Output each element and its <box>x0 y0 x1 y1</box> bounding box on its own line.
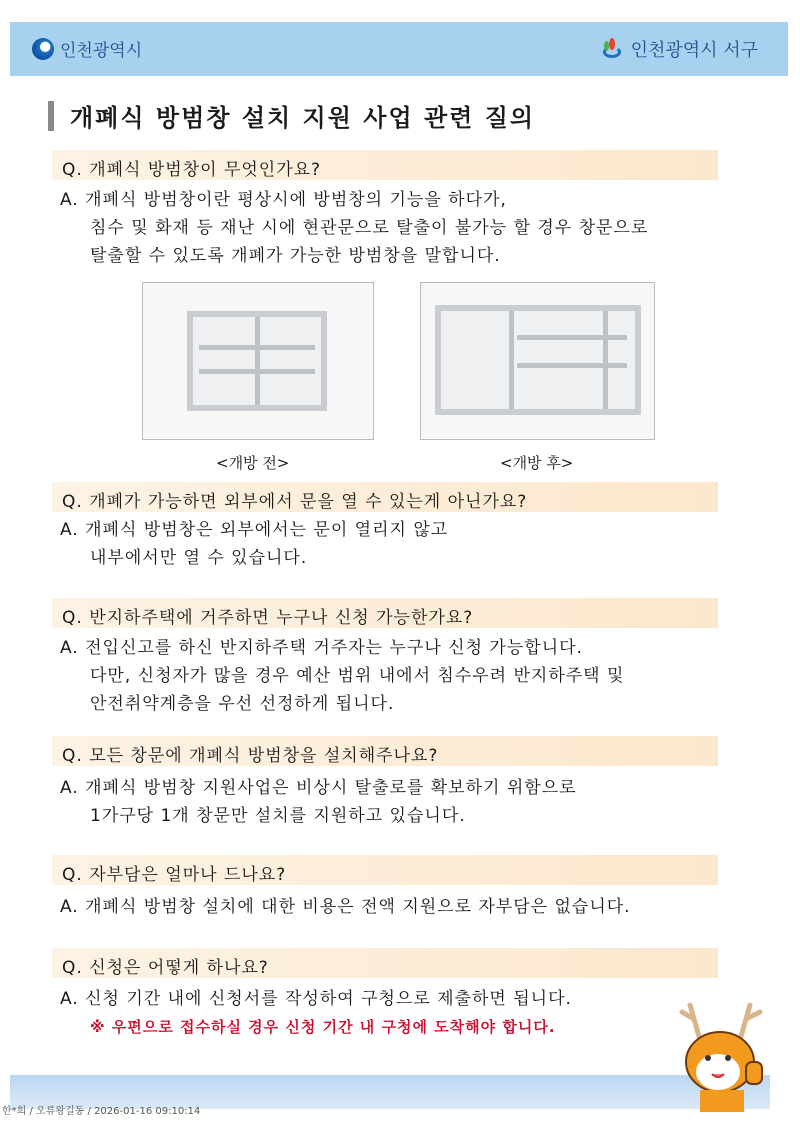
answer-line: A. 개폐식 방범창이란 평상시에 방범창의 기능을 하다가, <box>60 190 507 210</box>
title-marker <box>48 101 54 131</box>
incheon-logo <box>32 36 142 61</box>
answer-line: A. 신청 기간 내에 신청서를 작성하여 구청으로 제출하면 됩니다. <box>60 989 572 1009</box>
window-before-image <box>142 282 374 440</box>
answer-line: 내부에서만 열 수 있습니다. <box>90 548 308 568</box>
answer-1 <box>60 186 648 270</box>
incheon-emblem-icon <box>32 38 54 60</box>
answer-4 <box>60 774 577 830</box>
page-title <box>48 98 535 133</box>
answer-line: A. 개폐식 방범창 지원사업은 비상시 탈출로를 확보하기 위함으로 <box>60 778 577 798</box>
question-5: Q. 자부담은 얼마나 드나요? <box>52 855 718 885</box>
answer-line: A. 전입신고를 하신 반지하주택 거주자는 누구나 신청 가능합니다. <box>60 638 583 658</box>
answer-5 <box>60 893 631 921</box>
answer-line: 안전취약계층을 우선 선정하게 됩니다. <box>90 694 395 714</box>
print-stamp: 한*희 / 오류왕길동 / 2026-01-16 09:10:14 <box>2 1106 201 1117</box>
answer-line: A. 개폐식 방범창은 외부에서는 문이 열리지 않고 <box>60 520 449 540</box>
seogu-logo-text: 인천광역시 서구 <box>630 40 758 61</box>
answer-6 <box>60 985 572 1041</box>
answer-2 <box>60 516 448 572</box>
question-4: Q. 모든 창문에 개폐식 방범창을 설치해주나요? <box>52 736 718 766</box>
answer-line: A. 개폐식 방범창 설치에 대한 비용은 전액 지원으로 자부담은 없습니다. <box>60 897 631 917</box>
question-2: Q. 개폐가 가능하면 외부에서 문을 열 수 있는게 아닌가요? <box>52 482 718 512</box>
mail-notice: ※ 우편으로 접수하실 경우 신청 기간 내 구청에 도착해야 합니다. <box>90 1018 556 1036</box>
question-1: Q. 개폐식 방범창이 무엇인가요? <box>52 150 718 180</box>
page-title-text: 개폐식 방범창 설치 지원 사업 관련 질의 <box>70 104 536 132</box>
before-caption: <개방 전> <box>216 454 290 472</box>
answer-line: 1가구당 1개 창문만 설치를 지원하고 있습니다. <box>90 806 466 826</box>
after-caption: <개방 후> <box>500 454 574 472</box>
seogu-logo <box>601 36 758 62</box>
seogu-emblem-icon <box>601 38 625 60</box>
answer-3 <box>60 634 624 718</box>
question-6: Q. 신청은 어떻게 하나요? <box>52 948 718 978</box>
incheon-logo-text: 인천광역시 <box>60 41 143 61</box>
question-3: Q. 반지하주택에 거주하면 누구나 신청 가능한가요? <box>52 598 718 628</box>
window-after-image <box>420 282 655 440</box>
answer-line: 침수 및 화재 등 재난 시에 현관문으로 탈출이 불가능 할 경우 창문으로 <box>90 218 649 238</box>
answer-line: 탈출할 수 있도록 개폐가 가능한 방범창을 말합니다. <box>90 246 501 266</box>
deer-mascot-image <box>670 1000 770 1112</box>
header-band <box>10 22 788 76</box>
answer-line: 다만, 신청자가 많을 경우 예산 범위 내에서 침수우려 반지하주택 및 <box>90 666 625 686</box>
